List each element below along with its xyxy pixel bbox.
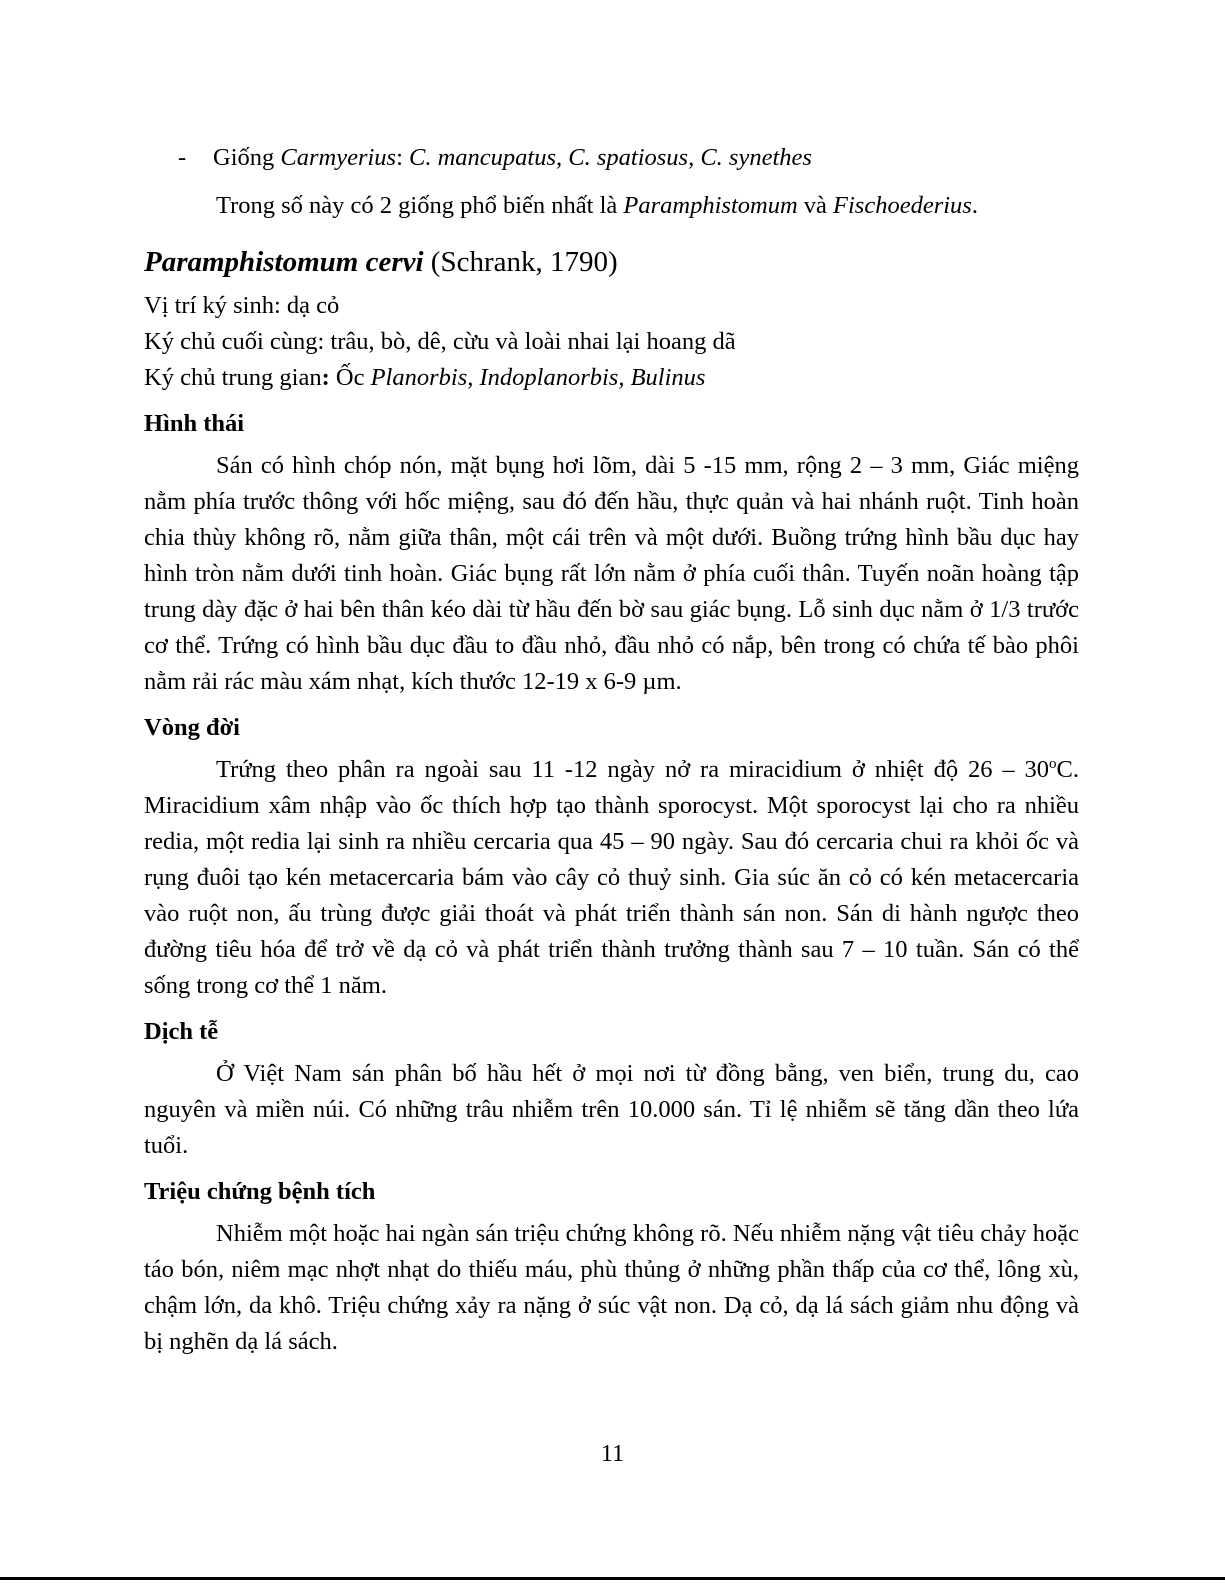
genus-name: Carmyerius [280,144,397,171]
final-host: Ký chủ cuối cùng: trâu, bò, dê, cừu và loài nhai lại hoang dã [144,328,736,355]
degree-superscript: o [1049,755,1057,772]
parasite-location: Vị trí ký sinh: dạ cỏ [144,292,340,319]
intermediate-host: Ký chủ trung gian: Ốc Planorbis, Indoplanorbis, Bulinus [144,364,706,391]
paragraph-lifecycle: Trứng theo phân ra ngoài sau 11 -12 ngày nở ra miracidium ở nhiệt độ 26 – 30$^o$C. Miracidium xâm nhập vào ốc thích hợp tạo thành sporocyst. Một sporocyst lại cho ra nhiều redia, một redia lại sinh ra nhiều cercaria qua 45 – 90 ngày. Sau đó cercaria chui ra khỏi ốc và rụng đuôi tạo kén metacercaria bám vào cây cỏ thuỷ sinh. Gia súc ăn cỏ có kén metacercaria vào ruột non, ấu trùng được giải thoát và phát triển thành sán non. Sán di hành ngược theo đường tiêu hóa để trở về dạ cỏ và phát triển thành trưởng thành sau 7 – 10 tuần. Sán có thể sống trong cơ thể 1 năm. [144,755,1079,999]
species-title: Paramphistomum cervi (Schrank, 1790) [144,246,618,278]
heading-lifecycle: Vòng đời [144,714,240,741]
bottom-border-line [0,1577,1225,1580]
paragraph-epidemiology: Ở Việt Nam sán phân bố hầu hết ở mọi nơi từ đồng bằng, ven biển, trung du, cao nguyên và miền núi. Có những trâu nhiễm trên 10.000 sán. Tỉ lệ nhiễm sẽ tăng dần theo lứa tuổi. [144,1060,1079,1159]
species-list: C. mancupatus, C. spatiosus, C. synethes [409,144,812,171]
bullet-dash: - [178,144,187,171]
page-number: 11 [600,1440,625,1467]
bullet-line-carmyerius: - Giống Carmyerius: C. mancupatus, C. spatiosus, C. synethes [144,140,1079,176]
paragraph-morphology: Sán có hình chóp nón, mặt bụng hơi lõm, dài 5 -15 mm, rộng 2 – 3 mm, Giác miệng nằm phía trước thông với hốc miệng, sau đó đến hầu, thực quản và hai nhánh ruột. Tinh hoàn chia thùy không rõ, nằm giữa thân, một cái trên và một dưới. Buồng trứng hình bầu dục hay hình tròn nằm dưới tinh hoàn. Giác bụng rất lớn nằm ở phía cuối thân. Tuyến noãn hoàng tập trung dày đặc ở hai bên thân kéo dài từ hầu đến bờ sau giác bụng. Lỗ sinh dục nằm ở 1/3 trước cơ thể. Trứng có hình bầu dục đầu to đầu nhỏ, đầu nhỏ có nắp, bên trong có chứa tế bào phôi nằm rải rác màu xám nhạt, kích thước 12-19 x 6-9 µm. [144,452,1079,695]
page-content [144,140,1079,1360]
heading-epidemiology: Dịch tễ [144,1018,219,1045]
paragraph-symptoms: Nhiễm một hoặc hai ngàn sán triệu chứng không rõ. Nếu nhiễm nặng vật tiêu chảy hoặc táo bón, niêm mạc nhợt nhạt do thiếu máu, phù thủng ở những phần thấp của cơ thể, lông xù, chậm lớn, da khô. Triệu chứng xảy ra nặng ở súc vật non. Dạ cỏ, dạ lá sách giảm nhu động và bị nghẽn dạ lá sách. [144,1220,1079,1355]
summary-line: Trong số này có 2 giống phổ biến nhất là Paramphistomum và Fischoederius. [216,192,978,219]
heading-symptoms: Triệu chứng bệnh tích [144,1178,376,1205]
heading-morphology: Hình thái [144,410,245,437]
